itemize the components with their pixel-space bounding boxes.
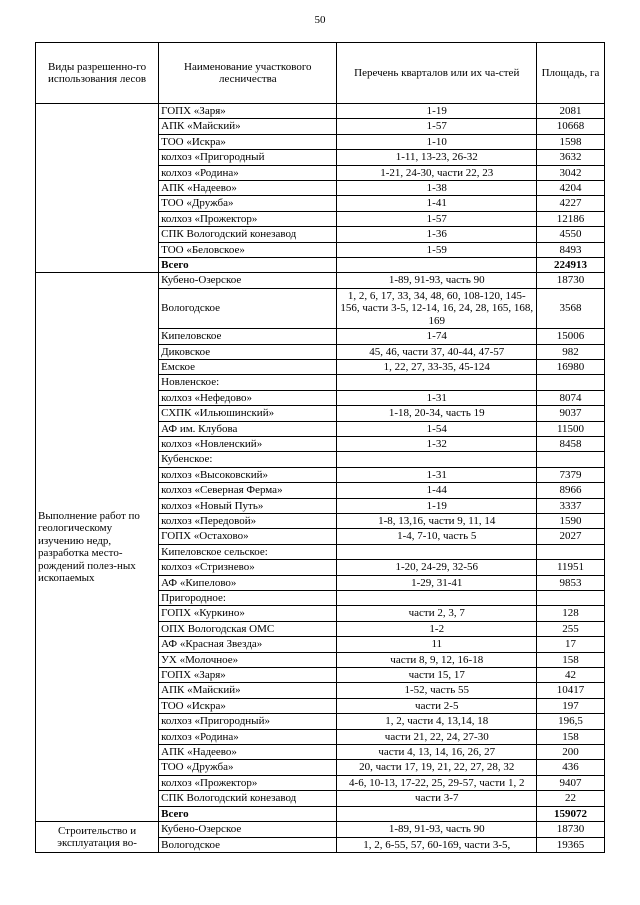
quarters-cell: 1-18, 20-34, часть 19	[337, 406, 537, 421]
table-header-row	[36, 43, 605, 104]
forestry-name-cell: ГОПХ «Остахово»	[159, 529, 337, 544]
forestry-name-cell: ТОО «Искра»	[159, 134, 337, 149]
quarters-cell: 11	[337, 637, 537, 652]
forestry-name-cell: АПК «Майский»	[159, 683, 337, 698]
quarters-cell: 1-4, 7-10, часть 5	[337, 529, 537, 544]
quarters-cell: 1-41	[337, 196, 537, 211]
forestry-name-cell: ТОО «Дружба»	[159, 196, 337, 211]
forestry-name-cell: колхоз «Прожектор»	[159, 211, 337, 226]
area-cell: 1590	[537, 513, 605, 528]
quarters-cell: 1-31	[337, 390, 537, 405]
area-cell: 159072	[537, 806, 605, 821]
forestry-name-cell: колхоз «Родина»	[159, 729, 337, 744]
quarters-cell: 1, 22, 27, 33-35, 45-124	[337, 359, 537, 374]
forestry-name-cell: ТОО «Дружба»	[159, 760, 337, 775]
quarters-cell: 1-36	[337, 227, 537, 242]
area-cell: 4204	[537, 181, 605, 196]
quarters-cell: части 3-7	[337, 791, 537, 806]
area-cell: 3632	[537, 150, 605, 165]
use-type-cell	[36, 104, 159, 273]
forestry-name-cell: АФ им. Клубова	[159, 421, 337, 436]
forestry-name-cell: Пригородное:	[159, 591, 337, 606]
area-cell: 9037	[537, 406, 605, 421]
forestry-name-cell: колхоз «Новый Путь»	[159, 498, 337, 513]
area-cell: 196,5	[537, 714, 605, 729]
quarters-cell: 4-6, 10-13, 17-22, 25, 29-57, части 1, 2	[337, 775, 537, 790]
area-cell: 2081	[537, 104, 605, 119]
area-cell: 224913	[537, 258, 605, 273]
area-cell: 18730	[537, 822, 605, 837]
quarters-cell: 1-38	[337, 181, 537, 196]
quarters-cell: 20, части 17, 19, 21, 22, 27, 28, 32	[337, 760, 537, 775]
forestry-name-cell: Диковское	[159, 344, 337, 359]
forestry-name-cell: Кипеловское	[159, 329, 337, 344]
area-cell: 158	[537, 652, 605, 667]
quarters-cell: 1-89, 91-93, часть 90	[337, 822, 537, 837]
page-number: 50	[314, 14, 326, 26]
header-use-type: Виды разрешенно-го использования лесов	[36, 43, 159, 104]
quarters-cell: 1-20, 24-29, 32-56	[337, 560, 537, 575]
use-type-cell: Выполнение работ по геологическому изучению недр, разработка место-рождений полез-ных ископаемых	[36, 273, 159, 822]
quarters-cell: 1, 2, 6-55, 57, 60-169, части 3-5,	[337, 837, 537, 852]
area-cell: 17	[537, 637, 605, 652]
forestry-name-cell: колхоз «Стризнево»	[159, 560, 337, 575]
area-cell: 128	[537, 606, 605, 621]
forestry-name-cell: колхоз «Передовой»	[159, 513, 337, 528]
forestry-name-cell: Кубено-Озерское	[159, 273, 337, 288]
area-cell	[537, 544, 605, 559]
area-cell: 9407	[537, 775, 605, 790]
table-row	[36, 104, 605, 119]
quarters-cell: 1, 2, 6, 17, 33, 34, 48, 60, 108-120, 145-156, части 3-5, 12-14, 16, 24, 28, 165, 168, 169	[337, 288, 537, 328]
forestry-name-cell: колхоз «Новленский»	[159, 436, 337, 451]
quarters-cell	[337, 452, 537, 467]
forestry-name-cell: ТОО «Беловское»	[159, 242, 337, 257]
area-cell: 1598	[537, 134, 605, 149]
quarters-cell: 1, 2, части 4, 13,14, 18	[337, 714, 537, 729]
forestry-name-cell: Кипеловское сельское:	[159, 544, 337, 559]
quarters-cell: 45, 46, части 37, 40-44, 47-57	[337, 344, 537, 359]
forestry-name-cell: ТОО «Искра»	[159, 698, 337, 713]
forestry-name-cell: ГОПХ «Куркино»	[159, 606, 337, 621]
forestry-name-cell: ГОПХ «Заря»	[159, 668, 337, 683]
area-cell	[537, 591, 605, 606]
forest-use-table	[35, 42, 605, 853]
table-body	[36, 104, 605, 853]
area-cell: 200	[537, 745, 605, 760]
quarters-cell: 1-54	[337, 421, 537, 436]
forestry-name-cell: Кубено-Озерское	[159, 822, 337, 837]
quarters-cell: 1-31	[337, 467, 537, 482]
quarters-cell: 1-52, часть 55	[337, 683, 537, 698]
forestry-name-cell: Емское	[159, 359, 337, 374]
quarters-cell: 1-57	[337, 119, 537, 134]
quarters-cell	[337, 375, 537, 390]
forestry-name-cell: СХПК «Ильюшинский»	[159, 406, 337, 421]
quarters-cell	[337, 544, 537, 559]
forestry-name-cell: АПК «Надеево»	[159, 745, 337, 760]
area-cell: 9853	[537, 575, 605, 590]
forestry-name-cell: Кубенское:	[159, 452, 337, 467]
quarters-cell: 1-29, 31-41	[337, 575, 537, 590]
forestry-name-cell: Всего	[159, 806, 337, 821]
quarters-cell: части 2, 3, 7	[337, 606, 537, 621]
quarters-cell: 1-59	[337, 242, 537, 257]
quarters-cell: 1-2	[337, 621, 537, 636]
area-cell: 4227	[537, 196, 605, 211]
area-cell: 19365	[537, 837, 605, 852]
forestry-name-cell: колхоз «Пригородный»	[159, 714, 337, 729]
area-cell: 8074	[537, 390, 605, 405]
quarters-cell: 1-89, 91-93, часть 90	[337, 273, 537, 288]
area-cell: 10417	[537, 683, 605, 698]
forestry-name-cell: Вологодское	[159, 837, 337, 852]
use-type-cell: Строительство и эксплуатация во-	[36, 822, 159, 853]
area-cell: 3337	[537, 498, 605, 513]
header-forestry-name: Наименование участкового лесничества	[159, 43, 337, 104]
forestry-name-cell: колхоз «Нефедово»	[159, 390, 337, 405]
quarters-cell: части 15, 17	[337, 668, 537, 683]
table-row	[36, 822, 605, 837]
forestry-name-cell: колхоз «Пригородный	[159, 150, 337, 165]
forestry-name-cell: АФ «Кипелово»	[159, 575, 337, 590]
quarters-cell: 1-8, 13,16, части 9, 11, 14	[337, 513, 537, 528]
area-cell: 3042	[537, 165, 605, 180]
quarters-cell	[337, 806, 537, 821]
quarters-cell: 1-10	[337, 134, 537, 149]
forestry-name-cell: ГОПХ «Заря»	[159, 104, 337, 119]
area-cell: 197	[537, 698, 605, 713]
area-cell: 4550	[537, 227, 605, 242]
quarters-cell: 1-21, 24-30, части 22, 23	[337, 165, 537, 180]
area-cell: 11500	[537, 421, 605, 436]
area-cell: 255	[537, 621, 605, 636]
table-row	[36, 273, 605, 288]
area-cell: 22	[537, 791, 605, 806]
area-cell: 8966	[537, 483, 605, 498]
forestry-name-cell: СПК Вологодский конезавод	[159, 791, 337, 806]
quarters-cell: 1-57	[337, 211, 537, 226]
area-cell: 11951	[537, 560, 605, 575]
forestry-name-cell: колхоз «Северная Ферма»	[159, 483, 337, 498]
area-cell: 8458	[537, 436, 605, 451]
area-cell: 982	[537, 344, 605, 359]
forestry-name-cell: АПК «Майский»	[159, 119, 337, 134]
quarters-cell: части 8, 9, 12, 16-18	[337, 652, 537, 667]
area-cell: 8493	[537, 242, 605, 257]
area-cell: 15006	[537, 329, 605, 344]
quarters-cell: 1-19	[337, 498, 537, 513]
area-cell	[537, 375, 605, 390]
quarters-cell	[337, 591, 537, 606]
forestry-name-cell: Новленское:	[159, 375, 337, 390]
area-cell: 16980	[537, 359, 605, 374]
area-cell: 2027	[537, 529, 605, 544]
forestry-name-cell: ОПХ Вологодская ОМС	[159, 621, 337, 636]
quarters-cell: 1-74	[337, 329, 537, 344]
area-cell: 7379	[537, 467, 605, 482]
forestry-name-cell: СПК Вологодский конезавод	[159, 227, 337, 242]
quarters-cell: 1-19	[337, 104, 537, 119]
quarters-cell	[337, 258, 537, 273]
quarters-cell: 1-44	[337, 483, 537, 498]
forestry-name-cell: Всего	[159, 258, 337, 273]
quarters-cell: 1-32	[337, 436, 537, 451]
forestry-name-cell: колхоз «Родина»	[159, 165, 337, 180]
forestry-name-cell: АПК «Надеево»	[159, 181, 337, 196]
forestry-name-cell: Вологодское	[159, 288, 337, 328]
area-cell: 18730	[537, 273, 605, 288]
area-cell: 436	[537, 760, 605, 775]
header-quarters: Перечень кварталов или их ча-стей	[337, 43, 537, 104]
forestry-name-cell: УХ «Молочное»	[159, 652, 337, 667]
forestry-name-cell: колхоз «Прожектор»	[159, 775, 337, 790]
area-cell: 10668	[537, 119, 605, 134]
quarters-cell: части 21, 22, 24, 27-30	[337, 729, 537, 744]
forestry-name-cell: АФ «Красная Звезда»	[159, 637, 337, 652]
header-area: Площадь, га	[537, 43, 605, 104]
quarters-cell: 1-11, 13-23, 26-32	[337, 150, 537, 165]
quarters-cell: части 4, 13, 14, 16, 26, 27	[337, 745, 537, 760]
area-cell: 12186	[537, 211, 605, 226]
quarters-cell: части 2-5	[337, 698, 537, 713]
area-cell: 42	[537, 668, 605, 683]
forestry-name-cell: колхоз «Высоковский»	[159, 467, 337, 482]
area-cell	[537, 452, 605, 467]
area-cell: 3568	[537, 288, 605, 328]
area-cell: 158	[537, 729, 605, 744]
